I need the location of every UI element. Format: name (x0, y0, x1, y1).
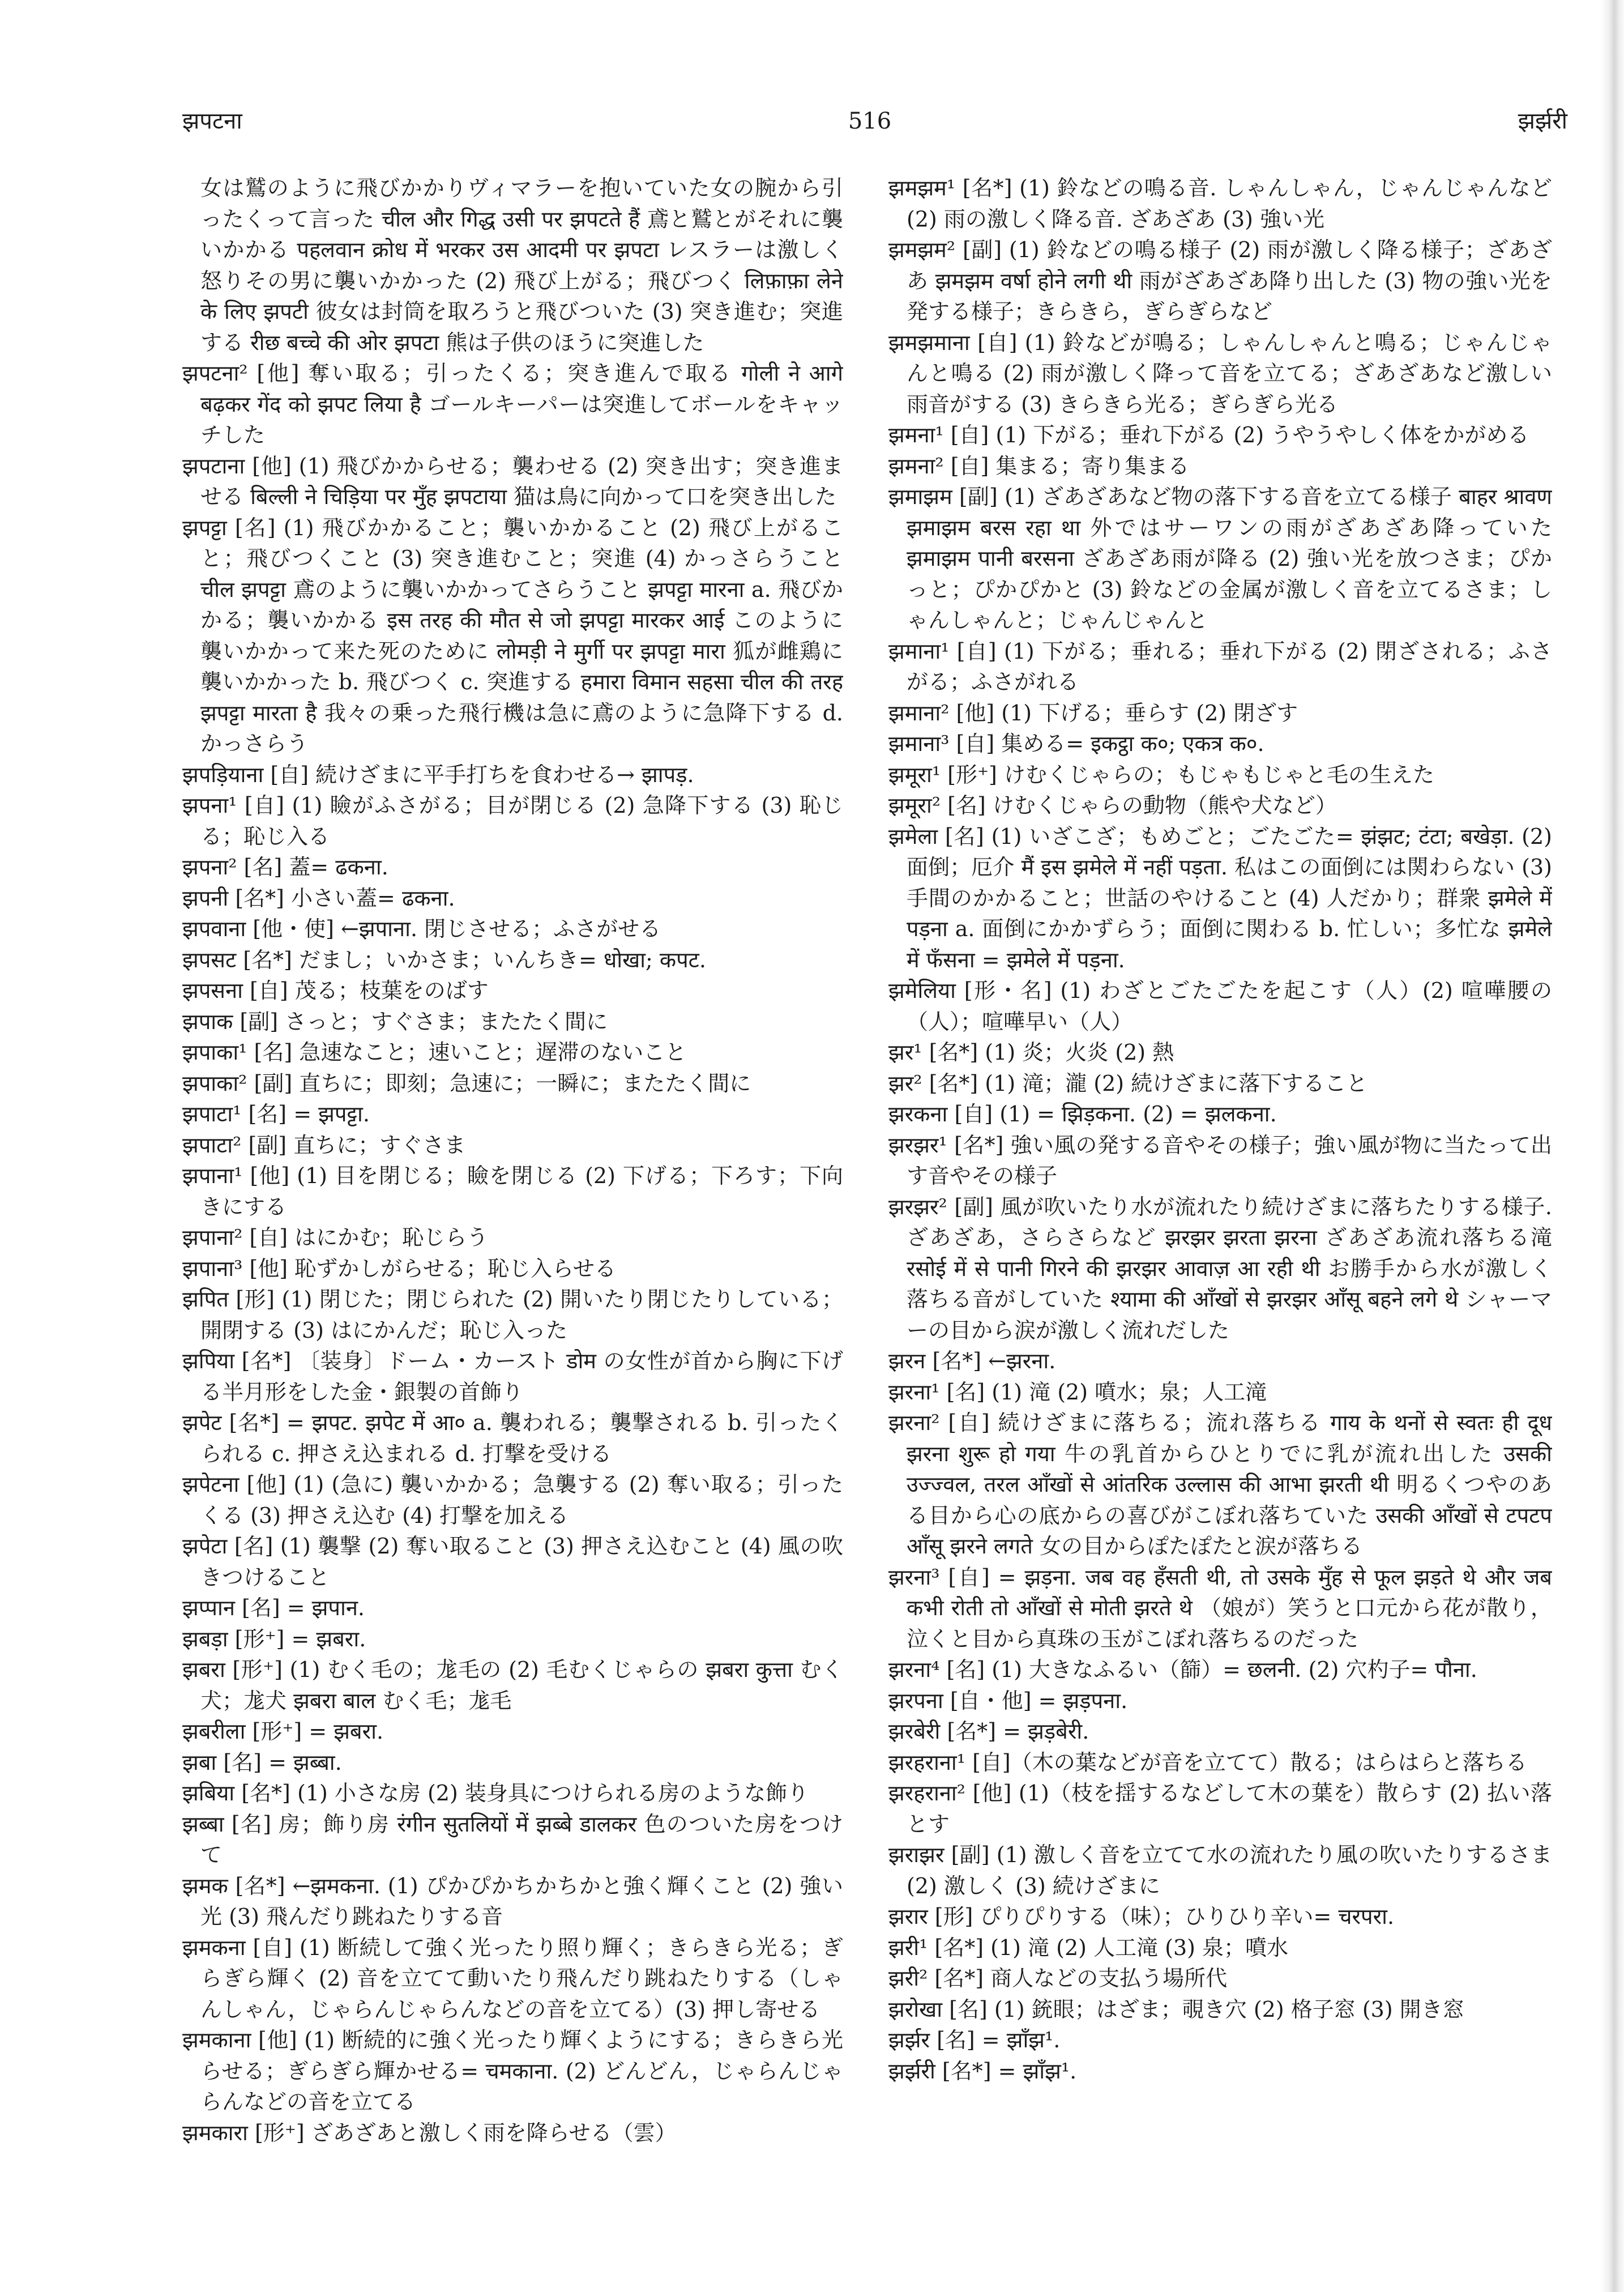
dictionary-entry: झपाटा¹ [名] = झपट्टा. (182, 1102, 370, 1126)
dictionary-entry: झरबेरी [名*] = झड़बेरी. (888, 1719, 1089, 1744)
dictionary-entry: झमाना¹ [自] (1) 下がる；垂れる；垂れ下がる (2) 閉ざされる；ふさがる；ふさがれる (888, 638, 1552, 694)
dictionary-entry: झरोखा [名] (1) 銃眼；はざま；覗き穴 (2) 格子窓 (3) 開き窓 (888, 1996, 1464, 2022)
dictionary-entry: झपाका² [副] 直ちに；即刻；急速に；一瞬に；またたく間に (182, 1070, 751, 1096)
dictionary-entry: झपाक [副] さっと；すぐさま；またたく間に (182, 1009, 608, 1034)
dictionary-entry: झपिया [名*] 〔装身〕ドーム・カースト डोम の女性が首から胸に下げる半月形をした金・銀製の首飾り (182, 1348, 843, 1405)
dictionary-entry: झरार [形] ぴりぴりする（味）；ひりひり辛い= चरपरा. (888, 1904, 1395, 1929)
left-column (182, 173, 843, 2277)
dictionary-entry: झमझम² [副] (1) 鈴などの鳴る様子 (2) 雨が激しく降る様子；ざあざあ झमझम वर्षा होने लगी थी 雨がざあざあ降り出した (3) 物の強い光を発する様子；きらきら，ぎらぎらなど (888, 237, 1552, 324)
running-head-last-word: झर्झरी (1518, 108, 1567, 134)
right-column (888, 173, 1552, 2277)
dictionary-entry: झमझम¹ [名*] (1) 鈴などの鳴る音. しゃんしゃん，じゃんじゃんなど (2) 雨の激しく降る音. ざあざあ (3) 強い光 (888, 176, 1552, 232)
dictionary-entry: झरहराना² [他] (1)（枝を揺するなどして木の葉を）散らす (2) 払い落とす (888, 1781, 1552, 1837)
dictionary-entry: झर्झर [名] = झाँझ¹. (888, 2028, 1061, 2052)
dictionary-entry: झपसना [自] 茂る；枝葉をのばす (182, 978, 489, 1003)
dictionary-entry: झपेटना [他] (1) (急に) 襲いかかる；急襲する (2) 奪い取る；引ったくる (3) 押さえ込む (4) 打撃を加える (182, 1472, 843, 1528)
dictionary-entry: झरी² [名*] 商人などの支払う場所代 (888, 1966, 1228, 1991)
dictionary-entry: झपनी [名*] 小さい蓋= ढकना. (182, 885, 455, 911)
dictionary-entry: झबड़ा [形⁺] = झबरा. (182, 1626, 366, 1651)
dictionary-entry: झपाना³ [他] 恥ずかしがらせる；恥じ入らせる (182, 1256, 616, 1281)
dictionary-entry: झबरा [形⁺] (1) むく毛の；尨毛の (2) 毛むくじゃらの झबरा कुत्ता むく犬；尨犬 झबरा बाल むく毛；尨毛 (182, 1657, 843, 1713)
dictionary-entry: झमाना² [他] (1) 下げる；垂らす (2) 閉ざす (888, 700, 1298, 725)
dictionary-entry: झर¹ [名*] (1) 炎；火炎 (2) 熱 (888, 1040, 1174, 1065)
dictionary-entry: झपड़ियाना [自] 続けざまに平手打ちを食わせる→ झापड़. (182, 762, 694, 787)
dictionary-entry: झर² [名*] (1) 滝；瀧 (2) 続けざまに落下すること (888, 1070, 1368, 1096)
dictionary-entry: झमकारा [形⁺] ざあざあと激しく雨を降らせる（雲） (182, 2120, 677, 2145)
dictionary-entry: झपाना² [自] はにかむ；恥じらう (182, 1225, 489, 1250)
dictionary-entry: झरझर² [副] 風が吹いたり水が流れたり続けざまに落ちたりする様子. ざあざあ，さらさらなど झरझर झरता झरना ざあざあ流れ落ちる滝 रसोई में से पानी गिरने की झरझर आवाज़ आ रही थी お勝手から水が激しく落ちる音がしていた श्यामा की आँखों से झरझर आँसू बहने लगे थे シャーマーの目から涙が激しく流れだした (888, 1194, 1552, 1343)
dictionary-entry: झबिया [名*] (1) 小さな房 (2) 装身具につけられる房のような飾り (182, 1781, 809, 1806)
dictionary-entry: झमझमाना [自] (1) 鈴などが鳴る；しゃんしゃんと鳴る；じゃんじゃんと鳴る (2) 雨が激しく降って音を立てる；ざあざあなど激しい雨音がする (3) きらきら光る；ぎらぎら光る (888, 330, 1552, 417)
dictionary-entry: झमाझम [副] (1) ざあざあなど物の落下する音を立てる様子 बाहर श्रावण झमाझम बरस रहा था 外ではサーワンの雨がざあざあ降っていた झमाझम पानी बरसना ざあざあ雨が降る (2) 強い光を放つさま；ぴかっと；ぴかぴかと (3) 鈴などの金属が激しく音を立てるさま；しゃんしゃんと；じゃんじゃんと (888, 484, 1552, 633)
dictionary-entry: झपटाना [他] (1) 飛びかからせる；襲わせる (2) 突き出す；突き進ませる बिल्ली ने चिड़िया पर मुँह झपटाया 猫は鳥に向かって口を突き出した (182, 453, 843, 509)
dictionary-entry: झपेट [名*] = झपट. झपेट में आ० a. 襲われる；襲撃される b. 引ったくられる c. 押さえ込まれる d. 打撃を受ける (182, 1410, 843, 1466)
dictionary-entry: झराझर [副] (1) 激しく音を立てて水の流れたり風の吹いたりするさま (2) 激しく (3) 続けざまに (888, 1842, 1552, 1898)
dictionary-entry: झपाना¹ [他] (1) 目を閉じる；瞼を閉じる (2) 下げる；下ろす；下向きにする (182, 1163, 843, 1219)
dictionary-entry: झमना¹ [自] (1) 下がる；垂れ下がる (2) うやうやしく体をかがめる (888, 422, 1529, 447)
running-head-first-word: झपटना (182, 108, 242, 134)
dictionary-entry: झमकाना [他] (1) 断続的に強く光ったり輝くようにする；きらきら光らせる；ぎらぎら輝かせる= चमकाना. (2) どんどん，じゃらんじゃらんなどの音を立てる (182, 2028, 843, 2114)
dictionary-entry: झरकना [自] (1) = झिड़कना. (2) = झलकना. (888, 1102, 1277, 1126)
dictionary-entry: झमक [名*] ←झमकना. (1) ぴかぴかちかちかと強く輝くこと (2) 強い光 (3) 飛んだり跳ねたりする音 (182, 1873, 843, 1929)
dictionary-entry: झरपना [自・他] = झड़पना. (888, 1688, 1128, 1713)
dictionary-entry: झपित [形] (1) 閉じた；閉じられた (2) 開いたり閉じたりしている；開閉する (3) はにかんだ；恥じ入った (182, 1287, 843, 1343)
scan-edge-shadow (1600, 0, 1624, 2292)
dictionary-entry: झमना² [自] 集まる；寄り集まる (888, 453, 1190, 479)
dictionary-entry: झपवाना [他・使] ←झपाना. 閉じさせる；ふさがせる (182, 916, 661, 941)
dictionary-entry: झबरीला [形⁺] = झबरा. (182, 1719, 384, 1744)
dictionary-entry: झमाना³ [自] 集める= इकट्ठा क०; एकत्र क०. (888, 731, 1264, 756)
dictionary-entry: झपना² [名] 蓋= ढकना. (182, 855, 388, 880)
dictionary-entry: झरना¹ [名] (1) 滝 (2) 噴水；泉；人工滝 (888, 1379, 1267, 1405)
dictionary-entry: झपना¹ [自] (1) 瞼がふさがる；目が閉じる (2) 急降下する (3) 恥じる；恥じ入る (182, 793, 843, 849)
dictionary-entry: झरना² [自] 続けざまに落ちる；流れ落ちる गाय के थनों से स्वतः ही दूध झरना शुरू हो गया 牛の乳首からひとりでに乳が流れ出した उसकी उज्ज्वल, तरल आँखों से आंतरिक उल्लास की आभा झरती थी 明るくつやのある目から心の底からの喜びがこぼれ落ちていた उसकी आँखों से टपटप आँसू झरने लगते 女の目からぽたぽたと涙が落ちる (888, 1410, 1552, 1559)
dictionary-entry: झरझर¹ [名*] 強い風の発する音やその様子；強い風が物に当たって出す音やその様子 (888, 1132, 1552, 1188)
dictionary-entry: झरना⁴ [名] (1) 大きなふるい（篩）= छलनी. (2) 穴杓子= पौना. (888, 1657, 1477, 1682)
dictionary-entry: झपट्टा [名] (1) 飛びかかること；襲いかかること (2) 飛び上がること；飛びつくこと (3) 突き進むこと；突進 (4) かっさらうこと चील झपट्टा 鳶のように襲いかかってさらうこと झपट्टा मारना a. 飛びかかる；襲いかかる इस तरह की मौत से जो झपट्टा मारकर आई このように襲いかかって来た死のために लोमड़ी ने मुर्गी पर झपट्टा मारा 狐が雌鶏に襲いかかった b. 飛びつく c. 突進する हमारा विमान सहसा चील की तरह झपट्टा मारता है 我々の乗った飛行機は急に鳶のように急降下する d. かっさらう (182, 515, 843, 756)
dictionary-entry: झर्झरी [名*] = झाँझ¹. (888, 2058, 1077, 2084)
dictionary-entry: झपटना² [他] 奪い取る；引ったくる；突き進んで取る गोली ने आगे बढ़कर गेंद को झपट लिया है ゴールキーパーは突進してボールをキャッチした (182, 361, 843, 447)
dictionary-entry: झप्पान [名] = झपान. (182, 1595, 365, 1620)
dictionary-entry: झरी¹ [名*] (1) 滝 (2) 人工滝 (3) 泉；噴水 (888, 1935, 1289, 1960)
dictionary-entry: झमेलिया [形・名] (1) わざとごたごたを起こす（人）(2) 喧嘩腰の（人）；喧嘩早い（人） (888, 978, 1552, 1034)
page-number: 516 (848, 108, 892, 134)
dictionary-entry: झबा [名] = झब्बा. (182, 1749, 342, 1775)
dictionary-entry: झमकना [自] (1) 断続して強く光ったり照り輝く；きらきら光る；ぎらぎら輝く (2) 音を立てて動いたり飛んだり跳ねたりする（しゃんしゃん，じゃらんじゃらんなどの音を立てる）(3) 押し寄せる (182, 1935, 843, 2022)
dictionary-entry: झरन [名*] ←झरना. (888, 1348, 1056, 1373)
dictionary-entry: झमूरा¹ [形⁺] けむくじゃらの；もじゃもじゃと毛の生えた (888, 762, 1434, 787)
dictionary-entry: झमूरा² [名] けむくじゃらの動物（熊や犬など） (888, 793, 1337, 818)
dictionary-entry: झपाका¹ [名] 急速なこと；速いこと；遅滞のないこと (182, 1040, 687, 1065)
dictionary-entry: झब्बा [名] 房；飾り房 रंगीन सुतलियों में झब्बे डालकर 色のついた房をつけて (182, 1811, 843, 1867)
dictionary-entry: झपसट [名*] だまし；いかさま；いんちき= धोखा; कपट. (182, 947, 706, 972)
entry-continuation: 女は鷲のように飛びかかりヴィマラーを抱いていた女の腕から引ったくって言った चील और गिद्ध उसी पर झपटते हैं 鳶と鷲とがそれに襲いかかる पहलवान क्रोध में भरकर उस आदमी पर झपटा レスラーは激しく怒りその男に襲いかかった (2) 飛び上がる；飛びつく लिफ़ाफ़ा लेने के लिए झपटी 彼女は封筒を取ろうと飛びついた (3) 突き進む；突進する रीछ बच्चे की ओर झपटा 熊は子供のほうに突進した (200, 176, 843, 355)
dictionary-entry: झपाटा² [副] 直ちに；すぐさま (182, 1132, 466, 1158)
dictionary-entry: झरहराना¹ [自]（木の葉などが音を立てて）散る；はらはらと落ちる (888, 1749, 1527, 1775)
dictionary-entry: झपेटा [名] (1) 襲撃 (2) 奪い取ること (3) 押さえ込むこと (4) 風の吹きつけること (182, 1534, 843, 1590)
dictionary-entry: झमेला [名] (1) いざこざ；もめごと；ごたごた= झंझट; टंटा; बखेड़ा. (2) 面倒；厄介 मैं इस झमेले में नहीं पड़ता. 私はこの面倒には関わらない (3) 手間のかかること；世話のやけること (4) 人だかり；群衆 झमेले में पड़ना a. 面倒にかかずらう；面倒に関わる b. 忙しい；多忙な झमेले में फँसना = झमेले में पड़ना. (888, 823, 1552, 972)
dictionary-entry: झरना³ [自] = झड़ना. जब वह हँसती थी, तो उसके मुँह से फूल झड़ते थे और जब कभी रोती तो आँखों से मोती झरते थे （娘が）笑うと口元から花が散り，泣くと目から真珠の玉がこぼれ落ちるのだった (888, 1564, 1552, 1651)
